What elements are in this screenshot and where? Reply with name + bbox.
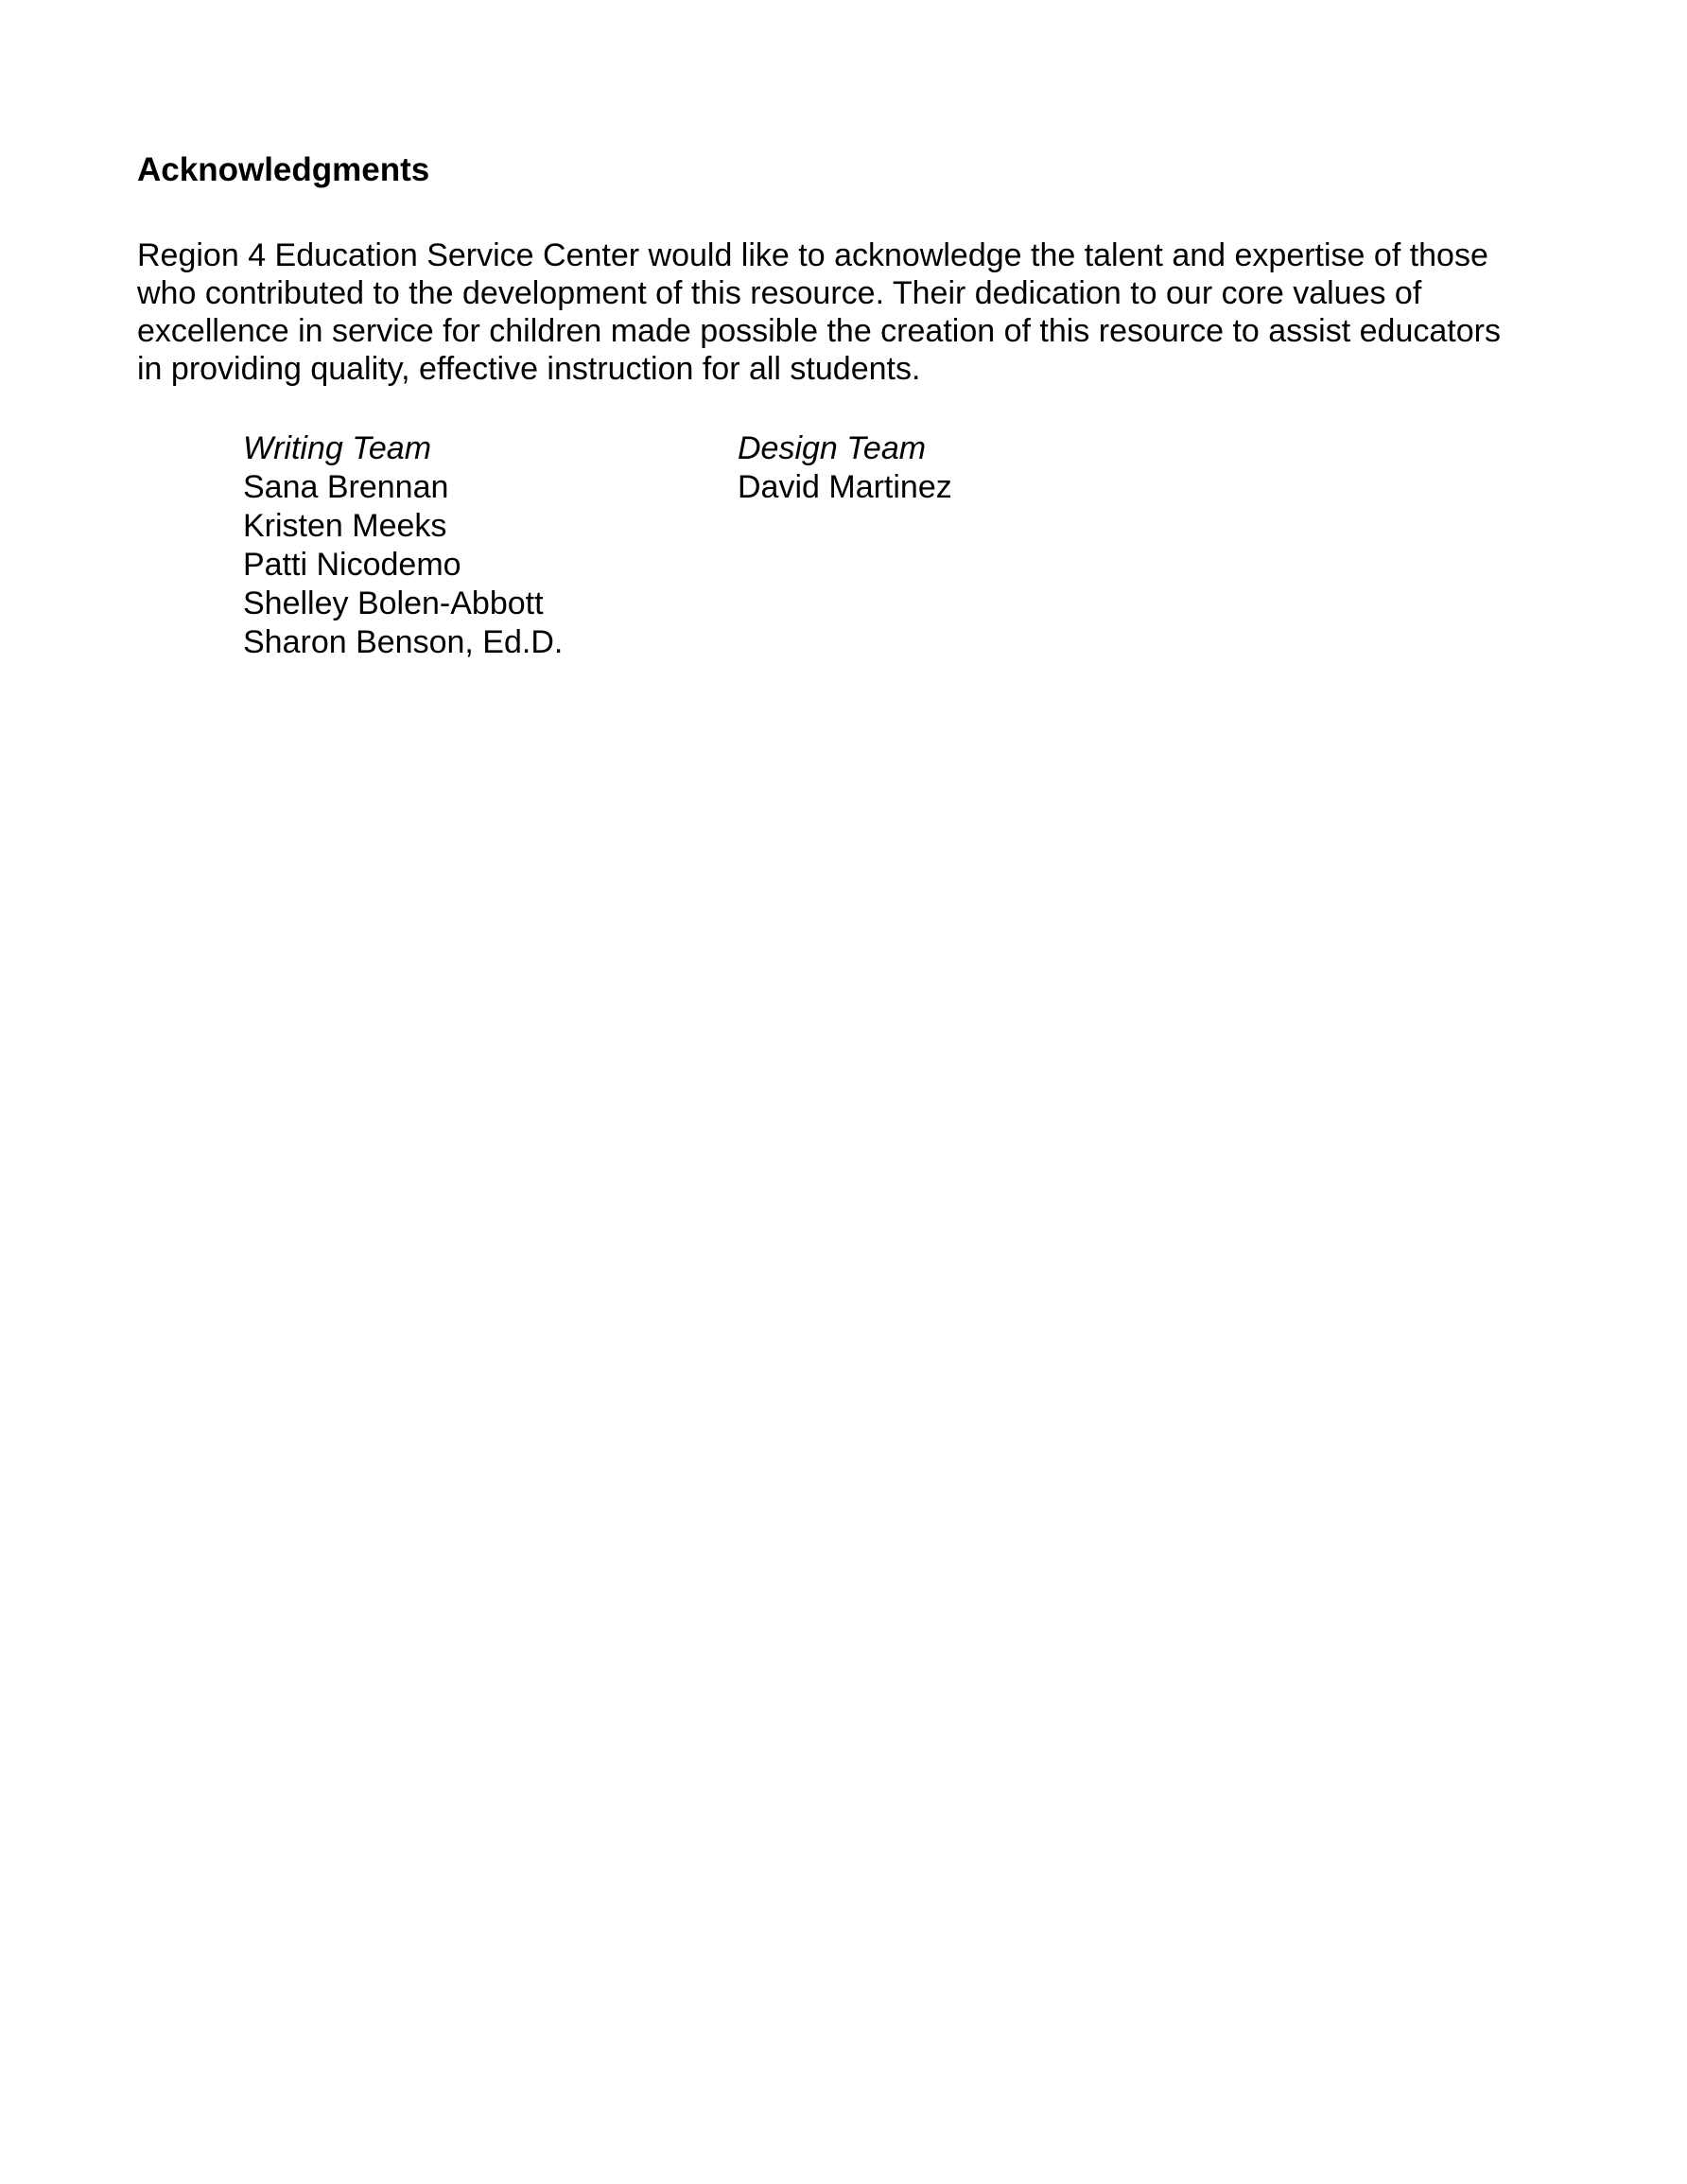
writing-team-member: Sharon Benson, Ed.D. [243,624,564,660]
teams-section [137,429,1513,662]
writing-team-member: Kristen Meeks [243,508,447,544]
writing-team-member: Patti Nicodemo [243,547,461,583]
design-team-member: David Martinez [738,469,952,505]
page-title: Acknowledgments [137,151,430,188]
writing-team-member: Shelley Bolen-Abbott [243,585,544,621]
design-team-title: Design Team [738,430,927,466]
acknowledgment-paragraph: Region 4 Education Service Center would like to acknowledge the talent and expertise of those who contributed to the development of this resource. Their dedication to our core values of excellence in service for children made possible the creation of this resource to assist educators in providing quality, effective instruction for all students. [137,237,1501,387]
writing-team-member: Sana Brennan [243,469,449,505]
writing-team-column [243,429,738,662]
writing-team-title: Writing Team [243,430,432,466]
design-team-column [738,429,952,662]
